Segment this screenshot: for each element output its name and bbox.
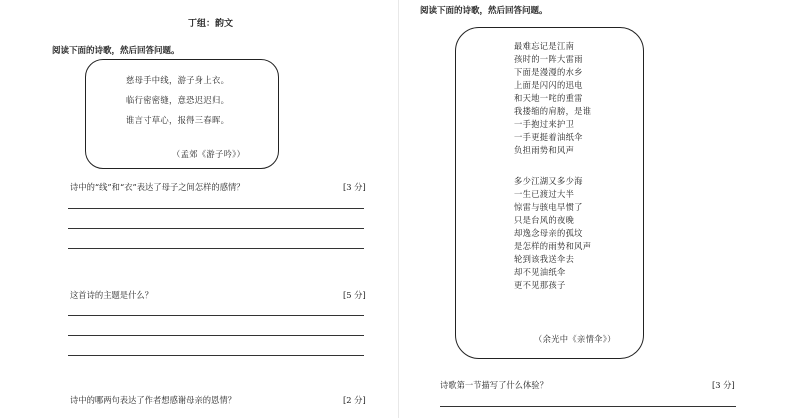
question-3-points: [2 分] — [343, 395, 366, 405]
poem-line: 负担雨势和风声 — [514, 145, 575, 155]
poem-line: 我搂缩的肩膀，是谁 — [514, 106, 592, 116]
right-instruction: 阅读下面的诗歌，然后回答问题。 — [420, 6, 548, 16]
question-3: 诗中的哪两句表达了作者想感谢母亲的恩情？ — [70, 395, 236, 405]
poem-line: 孩时的一阵大雷雨 — [514, 54, 583, 64]
question-4: 诗歌第一节描写了什么体验？ — [440, 380, 548, 390]
question-2-points: [5 分] — [343, 290, 366, 300]
poem-line: 多少江湖又多少海 — [514, 176, 583, 186]
poem-line: 是怎样的雨势和风声 — [514, 241, 592, 251]
poem-line: 却逸念母亲的孤坟 — [514, 228, 583, 238]
poem-line: 只是台风的夜晚 — [514, 215, 575, 225]
poem-line: 临行密密缝，意恐迟迟归。 — [126, 95, 230, 105]
answer-line[interactable] — [68, 355, 364, 356]
poem-line: 惊雷与骇电早惯了 — [514, 202, 583, 212]
question-4-points: [3 分] — [712, 380, 735, 390]
poem-line: 慈母手中线，游子身上衣。 — [126, 75, 230, 85]
poem-attribution: （孟郊《游子吟》） — [172, 149, 246, 159]
right-poem-box — [455, 27, 644, 359]
poem-line: 最难忘记是江南 — [514, 41, 575, 51]
question-2: 这首诗的主题是什么？ — [70, 290, 153, 300]
answer-line[interactable] — [68, 315, 364, 316]
answer-line[interactable] — [68, 208, 364, 209]
answer-line[interactable] — [68, 248, 364, 249]
poem-line: 上面是闪闪的迅电 — [514, 80, 583, 90]
answer-line[interactable] — [68, 335, 364, 336]
poem-line: 和天地一咤的重雷 — [514, 93, 583, 103]
left-poem-box — [85, 59, 279, 169]
poem-line: 轮到该我送伞去 — [514, 254, 575, 264]
poem-line: 一手更挺着油纸伞 — [514, 132, 583, 142]
poem-line: 更不见那孩子 — [514, 280, 566, 290]
question-1-points: [3 分] — [343, 182, 366, 192]
question-1: 诗中的“线”和“衣”表达了母子之间怎样的感情？ — [70, 182, 245, 192]
poem-line: 一手抱过来护卫 — [514, 119, 575, 129]
poem-line: 一生已渡过大半 — [514, 189, 575, 199]
poem-attribution: （余光中《亲情伞》） — [534, 334, 616, 344]
answer-line[interactable] — [440, 406, 736, 407]
poem-line: 却不见油纸伞 — [514, 267, 566, 277]
poem-line: 下面是漫漫的水乡 — [514, 67, 583, 77]
left-instruction: 阅读下面的诗歌，然后回答问题。 — [52, 46, 180, 56]
group-title: 丁组：韵文 — [188, 19, 234, 29]
answer-line[interactable] — [68, 228, 364, 229]
page-divider — [398, 0, 399, 418]
poem-line: 谁言寸草心，报得三春晖。 — [126, 115, 230, 125]
